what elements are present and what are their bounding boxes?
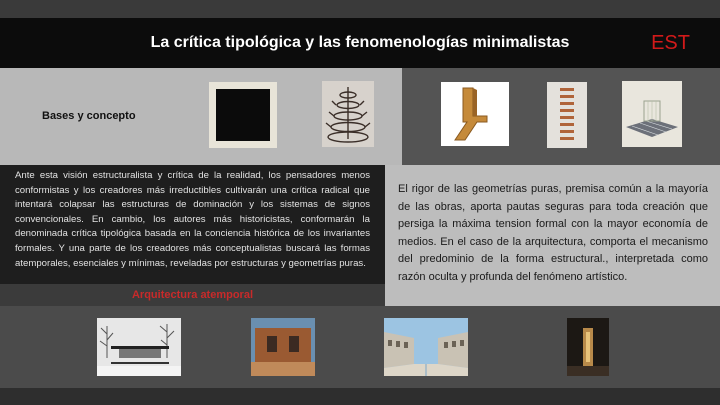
section-subtitle: Arquitectura atemporal [131,289,254,301]
left-paragraph: Ante esta visión estructuralista y crítica de la realidad, los pensadores menos conformistas y los creadores más irreductibles cultivarán una crítica radical que intentará colapsar las estructuras de dominación y los sistemas de signos convencionales. En cambio, los autores más historicistas, conformarán la denominada crítica tipológica basada en la conciencia histórica de los invariantes formales. Y una parte de los creadores más conceptualistas buscará las formas atemporales, esenciales y mínimas, reveladas por estructuras y geometrías puras. [15,170,370,269]
left-paragraph-box [0,165,385,284]
right-paragraph: El rigor de las geometrías puras, premisa común a la mayoría de las obras, aporta pautas seguras para toda creación que persiga la máxima tension formal con la mayor economía de medios. En el caso de la arquitectura, comporta el mecanismo del predominio de la forma estructural., interpretada como razón oculta y profunda del fenómeno artístico. [398,183,708,283]
est-logo: EST [651,32,690,54]
glass-house-image [97,318,181,376]
slide-title: La crítica tipológica y las fenomenologías minimalistas [150,34,570,51]
zigzag-chair-image [441,82,509,146]
open-cube-image [622,81,682,147]
black-square-image [209,82,277,148]
dark-interior-image [567,318,609,376]
top-strip [0,0,720,18]
stack-sculpture-image [547,82,587,148]
bottle-rack-image [322,81,374,147]
courtyard-building-image [384,318,468,376]
right-paragraph-box [385,165,720,306]
bottom-strip [0,388,720,405]
brick-building-image [251,318,315,376]
section-label: Bases y concepto [42,110,136,122]
